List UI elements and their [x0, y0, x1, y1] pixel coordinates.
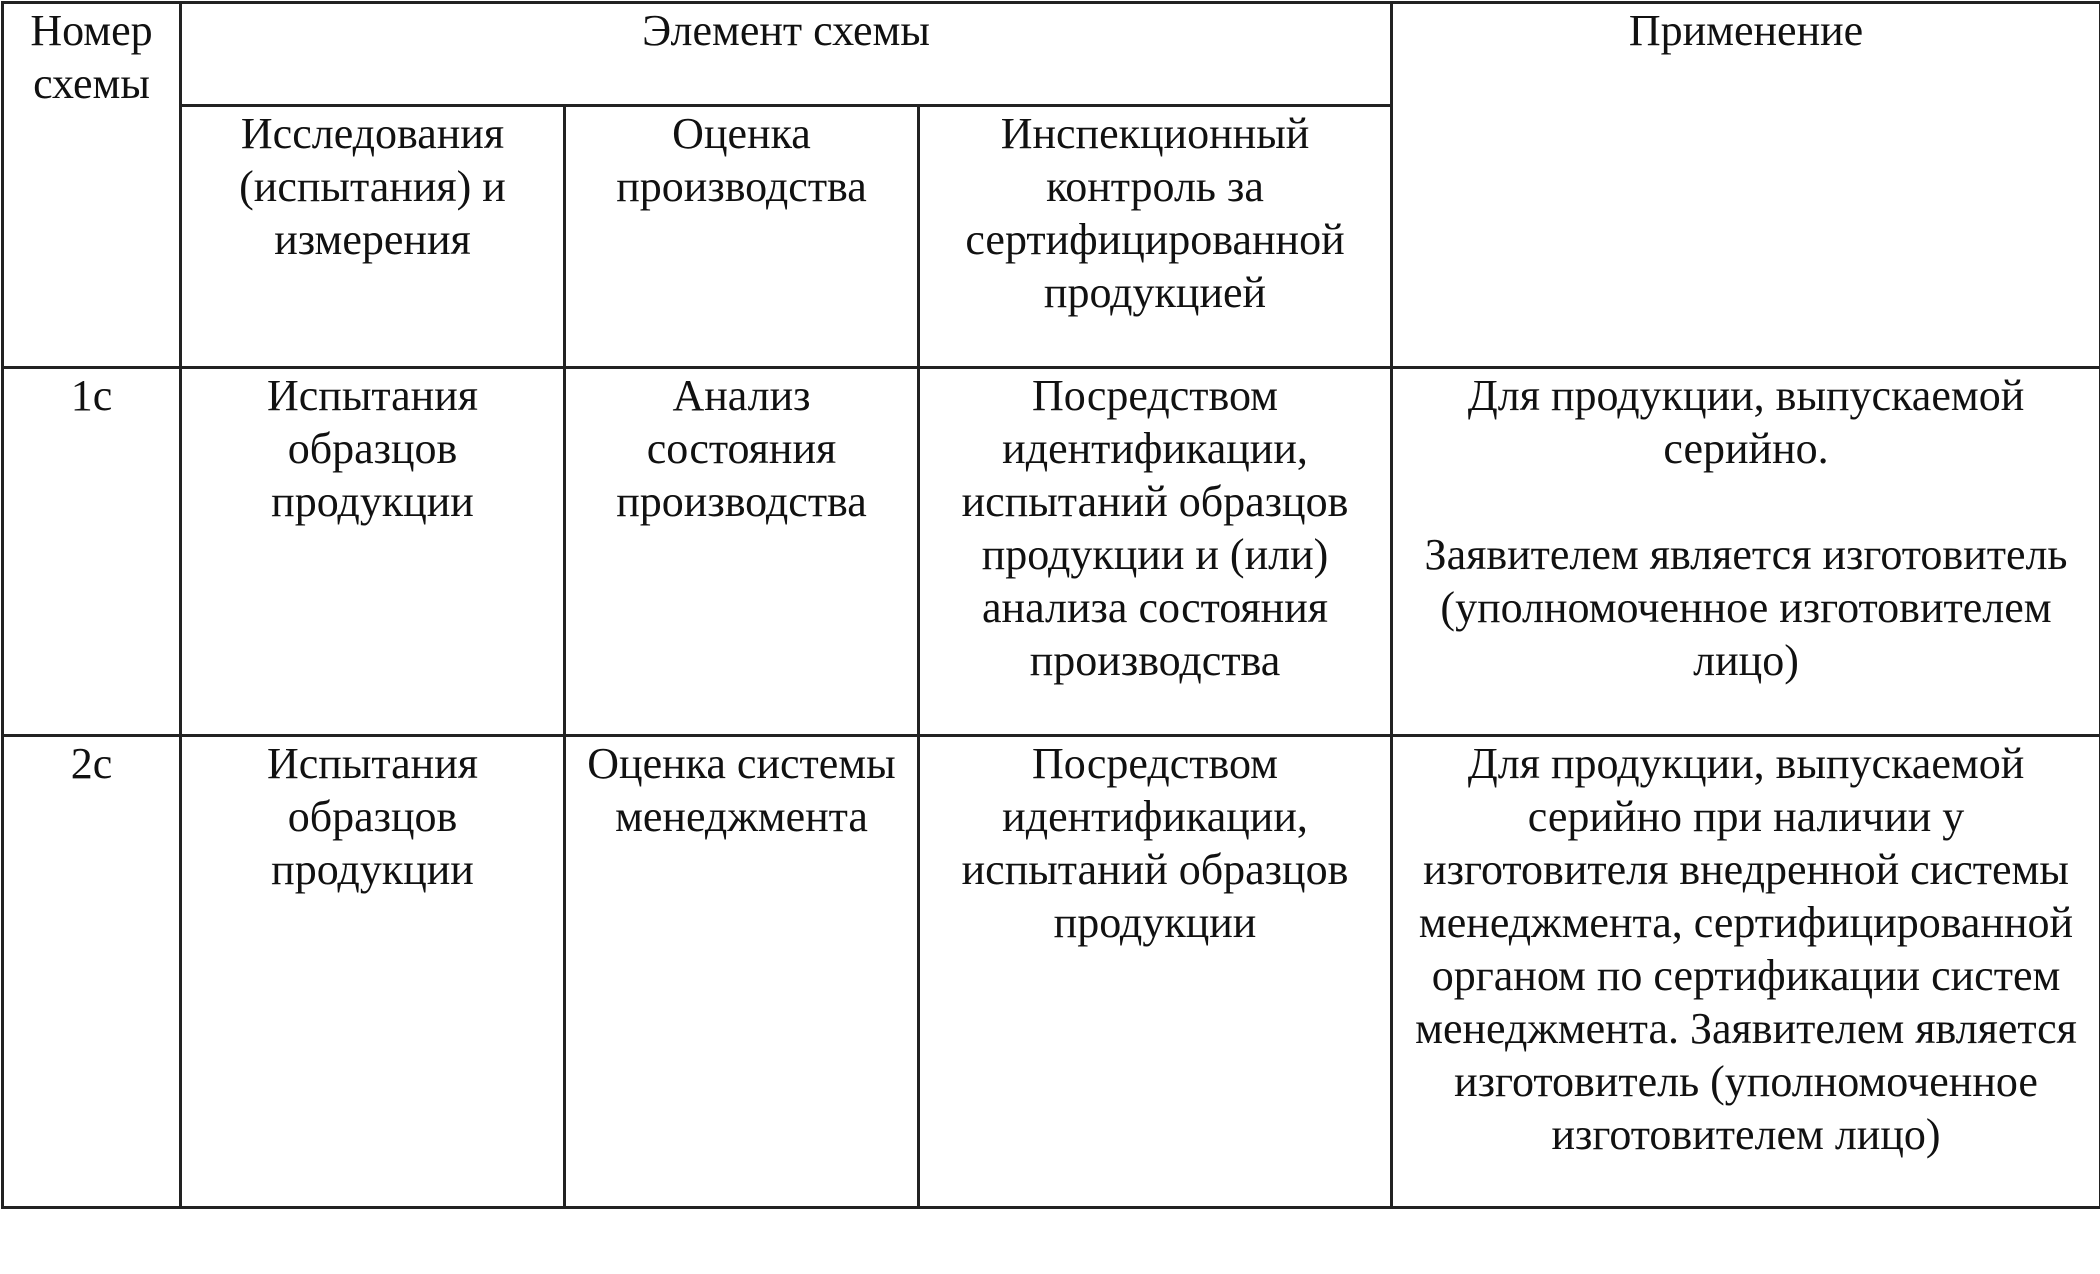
- header-application: Применение: [1392, 3, 2100, 368]
- table-row: [3, 368, 2100, 736]
- header-scheme-number: Номер схемы: [3, 3, 181, 368]
- cell-research: Испытания образцов продукции: [181, 736, 565, 1208]
- cell-scheme-number: 2с: [3, 736, 181, 1208]
- header-scheme-element: Элемент схемы: [181, 3, 1392, 106]
- cell-research: Испытания образцов продукции: [181, 368, 565, 736]
- cell-application: [1392, 736, 2100, 1208]
- cell-scheme-number: 1с: [3, 368, 181, 736]
- header-inspection-control: Инспекционный контроль за сертифицированной продукцией: [919, 106, 1392, 368]
- cell-production-assessment: Оценка системы менеджмента: [565, 736, 919, 1208]
- header-row-top: [3, 3, 2100, 106]
- header-production-assessment: Оценка производства: [565, 106, 919, 368]
- cell-inspection-control: Посредством идентификации, испытаний образцов продукции и (или) анализа состояния производства: [919, 368, 1392, 736]
- table-row: [3, 736, 2100, 1208]
- application-paragraph: Заявителем является изготовитель (уполномоченное изготовителем лицо): [1424, 530, 2068, 685]
- application-paragraph: Для продукции, выпускаемой серийно при наличии у изготовителя внедренной системы менеджмента, сертифицированной органом по сертификации систем менеджмента. Заявителем является изготовитель (уполномоченное изготовителем лицо): [1415, 739, 2077, 1159]
- application-paragraph: Для продукции, выпускаемой серийно.: [1467, 371, 2025, 473]
- cell-application: [1392, 368, 2100, 736]
- header-research: Исследования (испытания) и измерения: [181, 106, 565, 368]
- cell-inspection-control: Посредством идентификации, испытаний образцов продукции: [919, 736, 1392, 1208]
- certification-schemes-table: [1, 1, 2100, 1209]
- cell-production-assessment: Анализ состояния производства: [565, 368, 919, 736]
